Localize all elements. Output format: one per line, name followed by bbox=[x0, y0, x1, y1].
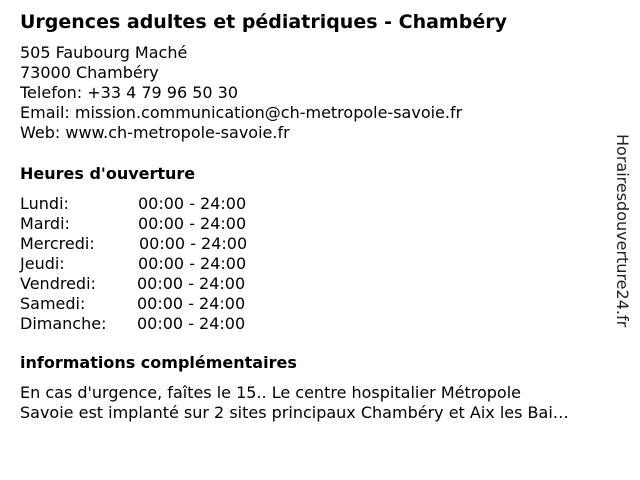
info-line: Savoie est implanté sur 2 sites principaux Chambéry et Aix les Bai… bbox=[20, 403, 569, 422]
email-address: Email: mission.communication@ch-metropole-savoie.fr bbox=[20, 103, 463, 122]
day-label: Jeudi: bbox=[20, 254, 65, 273]
site-watermark: Horairesdouverture24.fr bbox=[613, 134, 632, 328]
hours-row-friday bbox=[20, 274, 280, 294]
hours-value: 00:00 - 24:00 bbox=[137, 274, 246, 293]
day-label: Samedi: bbox=[20, 294, 86, 313]
info-line: En cas d'urgence, faîtes le 15.. Le centre hospitalier Métropole bbox=[20, 383, 522, 402]
hours-value: 00:00 - 24:00 bbox=[137, 314, 246, 333]
page-title: Urgences adultes et pédiatriques - Chambéry bbox=[20, 11, 507, 33]
website-address: Web: www.ch-metropole-savoie.fr bbox=[20, 123, 290, 142]
street-address: 505 Faubourg Maché bbox=[20, 43, 188, 62]
day-label: Vendredi: bbox=[20, 274, 96, 293]
hours-row-thursday bbox=[20, 254, 280, 274]
day-label: Lundi: bbox=[20, 194, 69, 213]
hours-value: 00:00 - 24:00 bbox=[139, 234, 248, 253]
opening-hours-heading: Heures d'ouverture bbox=[20, 164, 196, 183]
day-label: Mercredi: bbox=[20, 234, 95, 253]
hours-value: 00:00 - 24:00 bbox=[137, 294, 246, 313]
day-label: Mardi: bbox=[20, 214, 70, 233]
additional-info-heading: informations complémentaires bbox=[20, 353, 297, 372]
hours-value: 00:00 - 24:00 bbox=[138, 214, 247, 233]
hours-row-saturday bbox=[20, 294, 280, 314]
hours-row-monday bbox=[20, 194, 280, 214]
phone-number: Telefon: +33 4 79 96 50 30 bbox=[20, 83, 239, 102]
hours-value: 00:00 - 24:00 bbox=[138, 194, 247, 213]
hours-value: 00:00 - 24:00 bbox=[138, 254, 247, 273]
day-label: Dimanche: bbox=[20, 314, 107, 333]
additional-info-text bbox=[20, 383, 569, 423]
hours-row-sunday bbox=[20, 314, 280, 334]
city-address: 73000 Chambéry bbox=[20, 63, 159, 82]
hours-row-tuesday bbox=[20, 214, 280, 234]
address-block bbox=[20, 43, 462, 143]
opening-hours-table bbox=[20, 194, 280, 334]
hours-row-wednesday bbox=[20, 234, 280, 254]
